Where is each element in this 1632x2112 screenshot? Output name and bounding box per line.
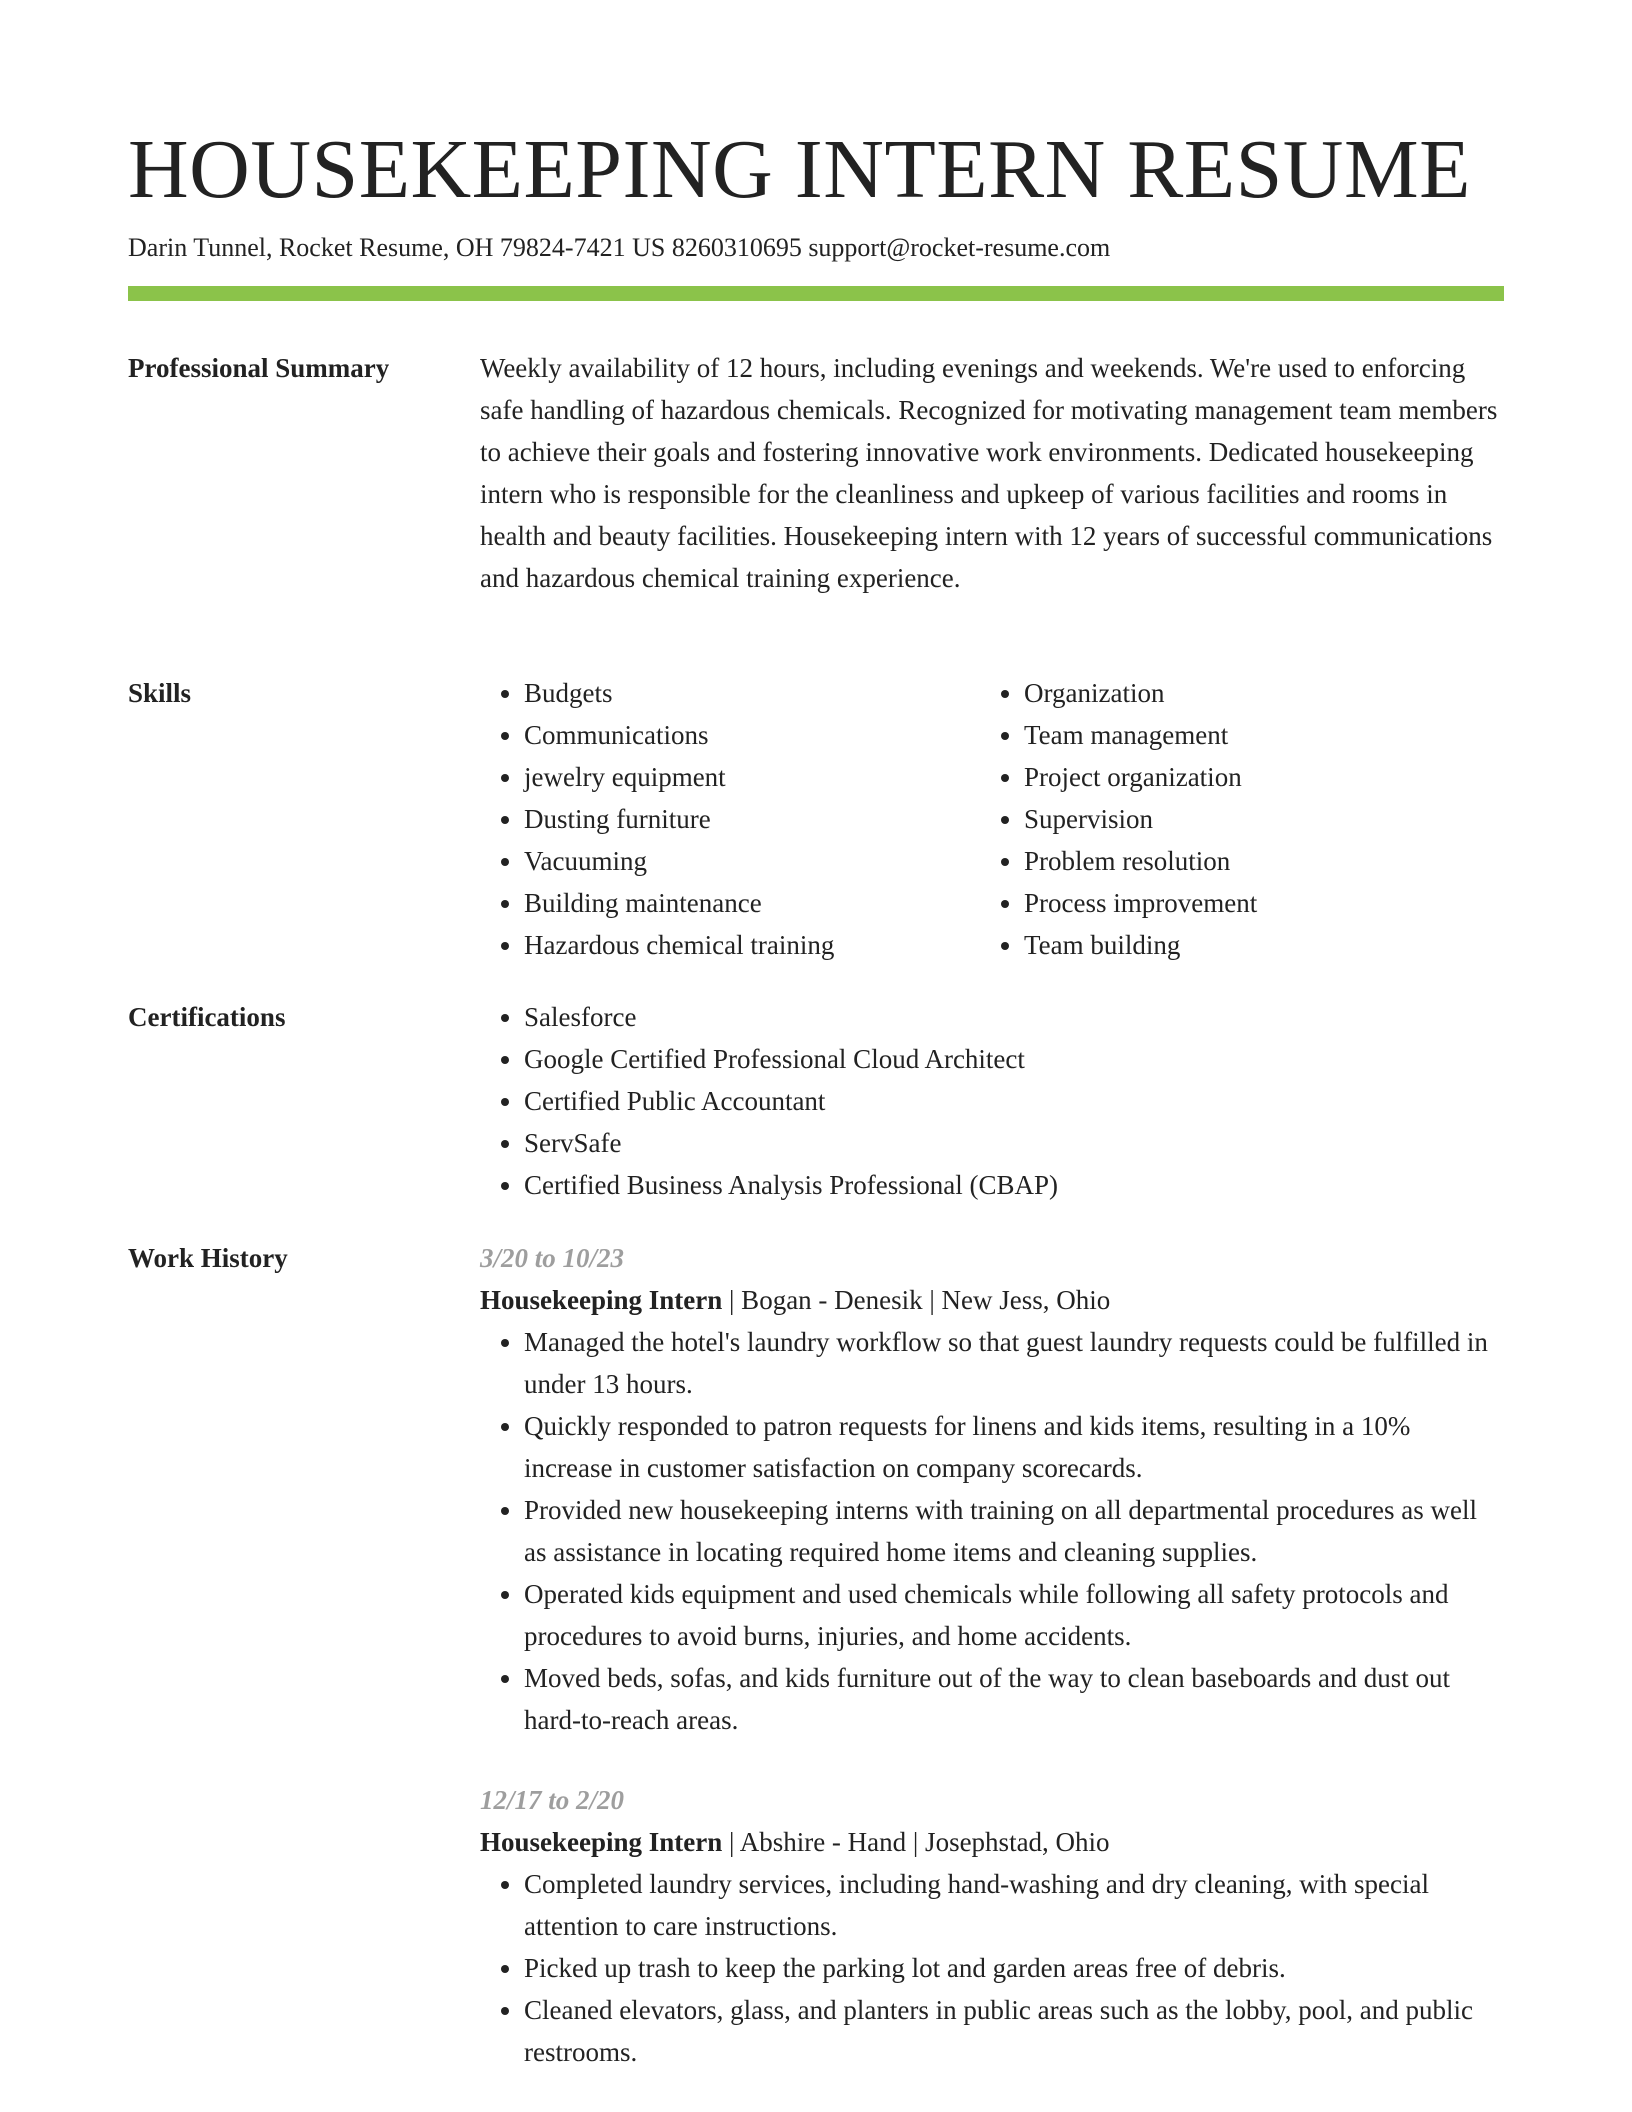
job-details: | Abshire - Hand | Josephstad, Ohio [722,1827,1110,1857]
summary-body [480,347,1504,599]
job-title: Housekeeping Intern [480,1285,723,1315]
certification-item: • Google Certified Professional Cloud Architect [524,1038,1504,1080]
job-title-line [480,1279,1504,1321]
job-entry [480,1237,1504,1741]
skill-item: • Team building [1024,924,1480,966]
summary-text: Weekly availability of 12 hours, including evenings and weekends. We're used to enforcing safe handling of hazardous chemicals. Recognized for motivating management team members to achieve their goals and fostering innovative work environments. Dedicated housekeeping intern who is responsible for the cleanliness and upkeep of various facilities and rooms in health and beauty facilities. Housekeeping intern with 12 years of successful communications and hazardous chemical training experience. [480,353,1498,593]
job-title-line [480,1821,1504,1863]
skill-item: • Communications [524,714,980,756]
certifications-list [480,996,1504,1206]
skill-item: • Project organization [1024,756,1480,798]
skill-item: • Hazardous chemical training [524,924,980,966]
job-bullet: • Cleaned elevators, glass, and planters in public areas such as the lobby, pool, and public restrooms. [524,1989,1504,2073]
skill-item: • Building maintenance [524,882,980,924]
skill-item: • Vacuuming [524,840,980,882]
skills-column-1 [480,672,980,966]
job-bullet: • Picked up trash to keep the parking lot and garden areas free of debris. [524,1947,1504,1989]
job-bullet: • Quickly responded to patron requests for linens and kids items, resulting in a 10% increase in customer satisfaction on company scorecards. [524,1405,1504,1489]
skill-item: • Team management [1024,714,1480,756]
job-entry [480,1779,1504,2073]
job-dates: 3/20 to 10/23 [480,1243,625,1273]
certifications-label: Certifications [128,1002,286,1032]
accent-divider [128,286,1504,301]
job-bullet: • Managed the hotel's laundry workflow so that guest laundry requests could be fulfilled in under 13 hours. [524,1321,1504,1405]
job-bullet: • Provided new housekeeping interns with training on all departmental procedures as well as assistance in locating required home items and cleaning supplies. [524,1489,1504,1573]
skill-item: • jewelry equipment [524,756,980,798]
skill-item: • Supervision [1024,798,1480,840]
certification-item: • Salesforce [524,996,1504,1038]
job-bullets [480,1321,1504,1741]
work-history-body [480,1237,1504,2073]
job-bullets [480,1863,1504,2073]
skill-item: • Budgets [524,672,980,714]
skill-item: • Process improvement [1024,882,1480,924]
skill-item: • Problem resolution [1024,840,1480,882]
certifications-body [480,996,1504,1206]
certification-item: • Certified Business Analysis Professional (CBAP) [524,1164,1504,1206]
skill-item: • Organization [1024,672,1480,714]
skills-list-2 [980,672,1480,966]
resume-title: HOUSEKEEPING INTERN RESUME [128,123,1471,216]
work-history-label: Work History [128,1243,288,1273]
job-dates: 12/17 to 2/20 [480,1785,625,1815]
certification-item: • ServSafe [524,1122,1504,1164]
summary-label: Professional Summary [128,353,390,383]
skills-label: Skills [128,678,192,708]
job-bullet: • Moved beds, sofas, and kids furniture out of the way to clean baseboards and dust out hard-to-reach areas. [524,1657,1504,1741]
skill-item: • Dusting furniture [524,798,980,840]
job-bullet: • Operated kids equipment and used chemicals while following all safety protocols and procedures to avoid burns, injuries, and home accidents. [524,1573,1504,1657]
job-bullet: • Completed laundry services, including hand-washing and dry cleaning, with special attention to care instructions. [524,1863,1504,1947]
certification-item: • Certified Public Accountant [524,1080,1504,1122]
contact-line: Darin Tunnel, Rocket Resume, OH 79824-7421 US 8260310695 support@rocket-resume.com [128,233,1111,262]
skills-column-2 [980,672,1480,966]
job-title: Housekeeping Intern [480,1827,723,1857]
skills-list-1 [480,672,980,966]
job-details: | Bogan - Denesik | New Jess, Ohio [722,1285,1111,1315]
